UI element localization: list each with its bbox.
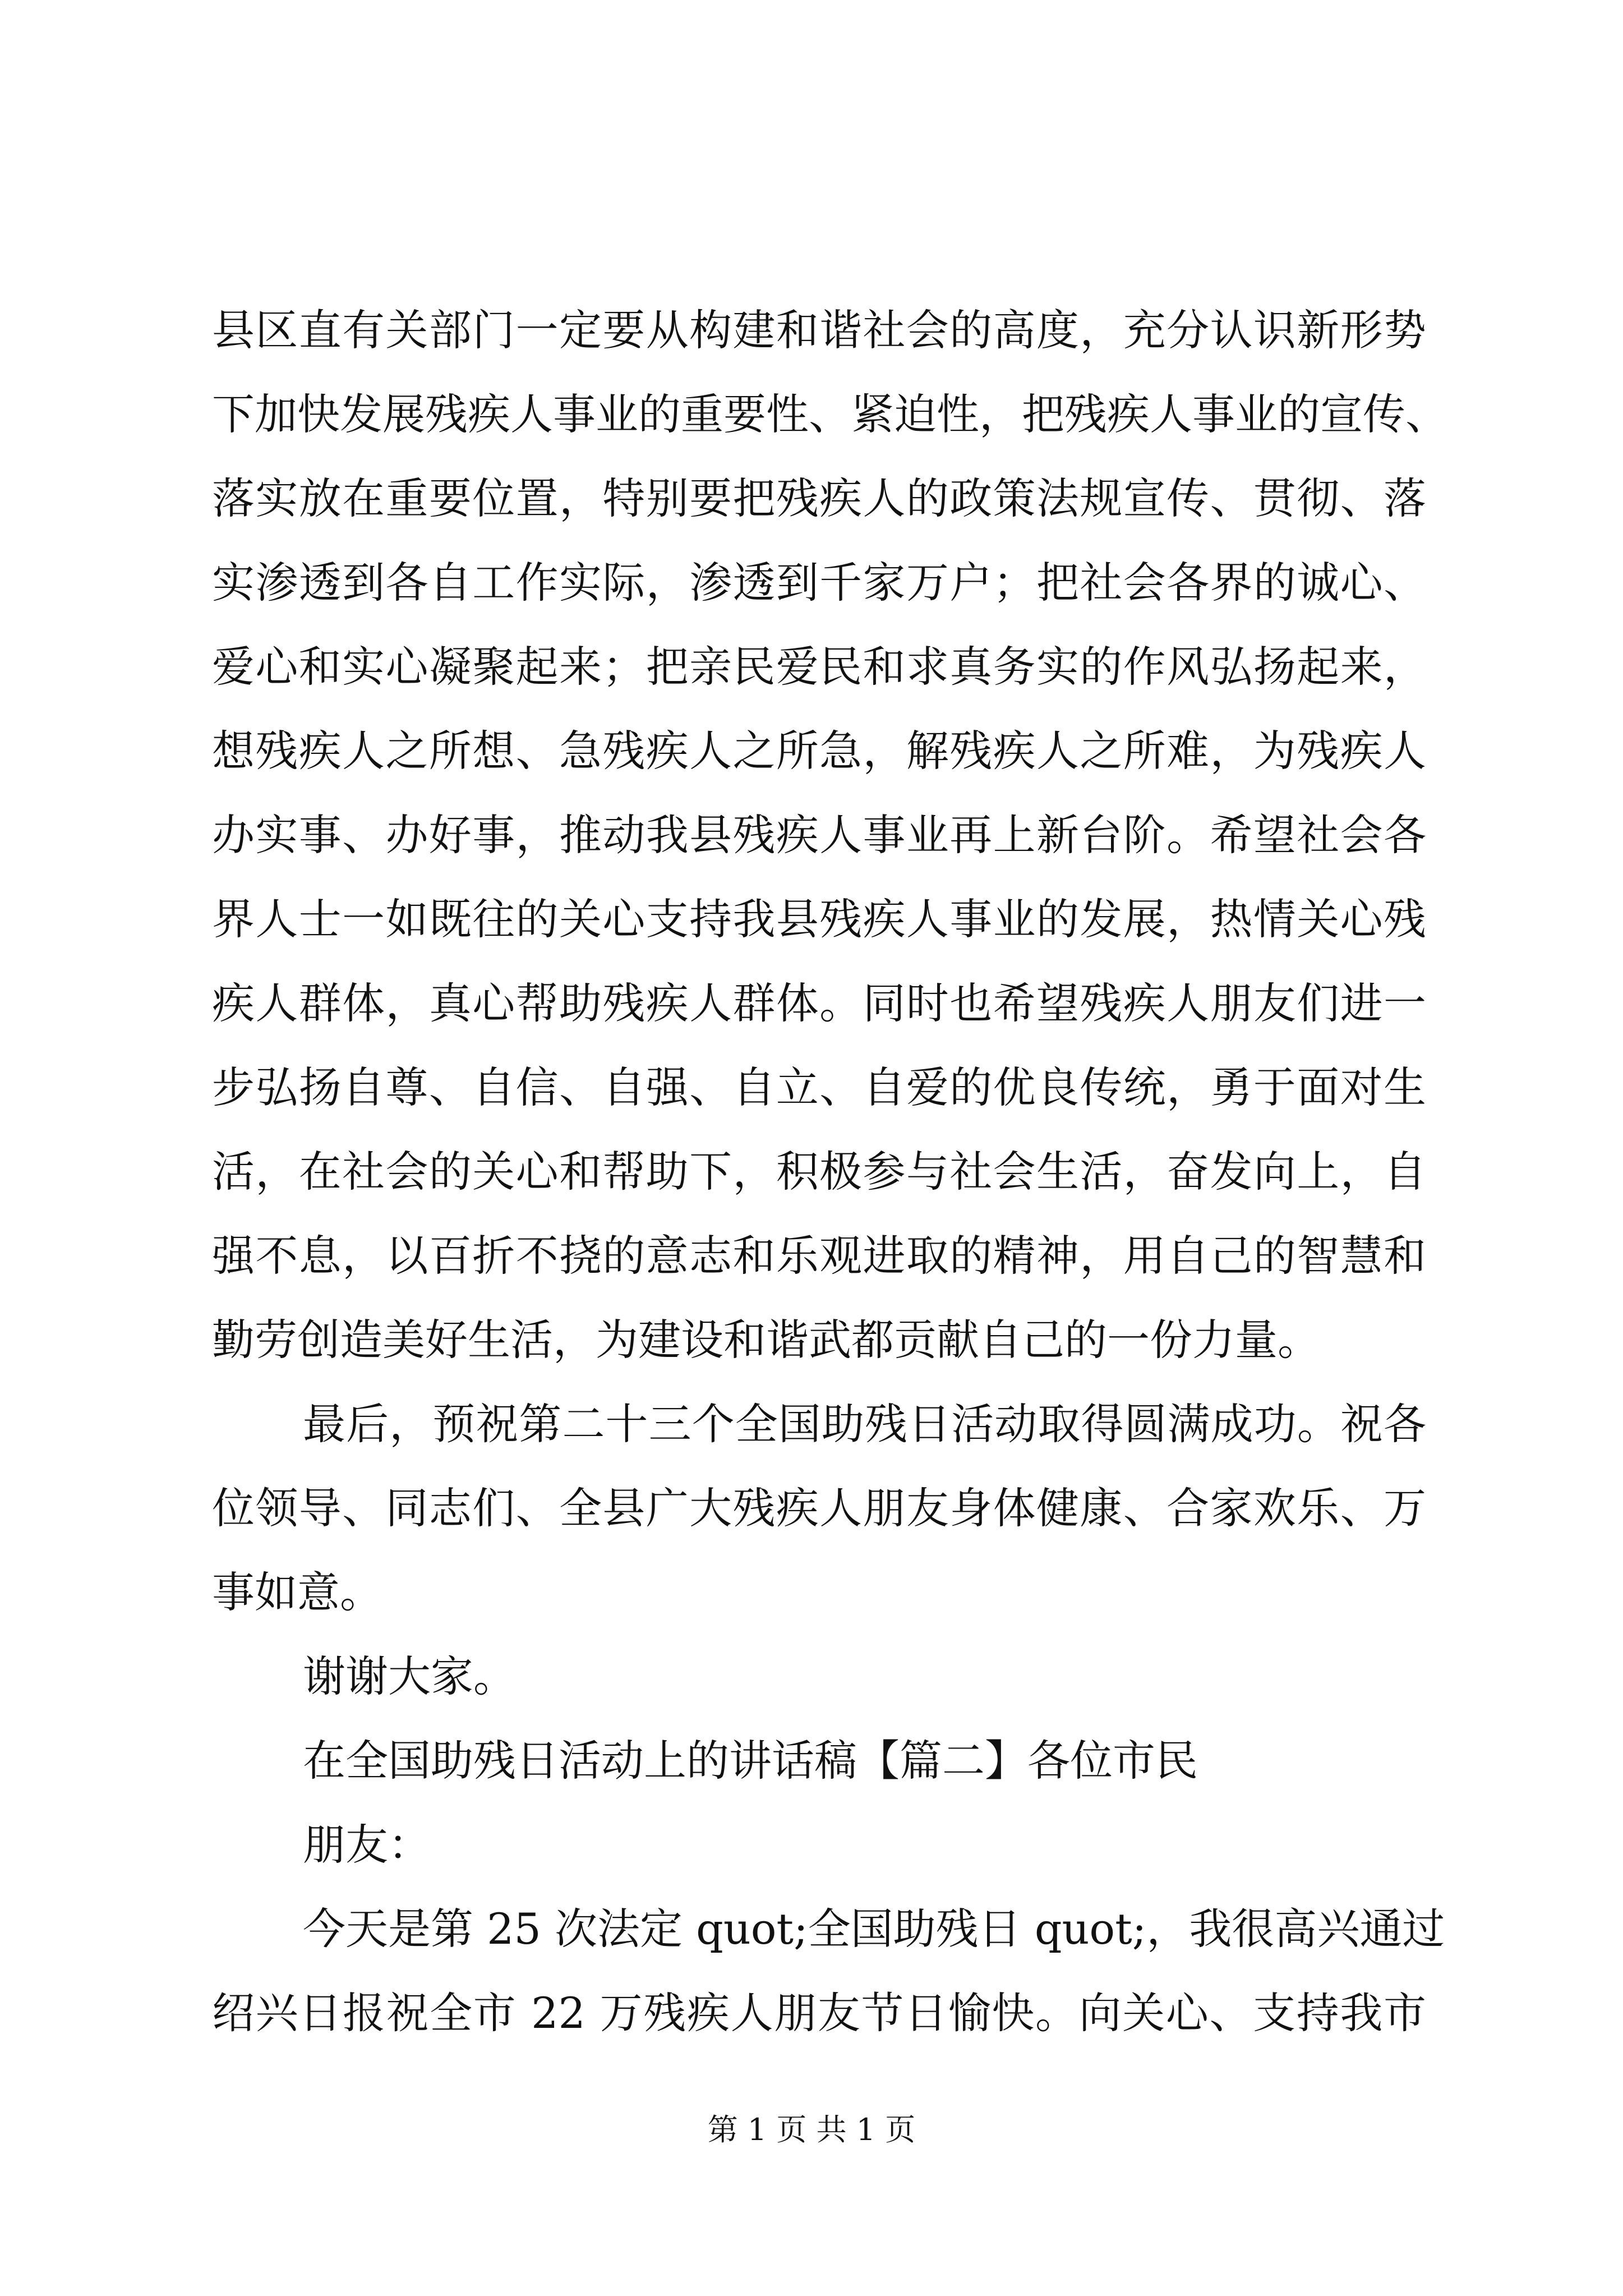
salutation: 朋友： (303, 1820, 431, 1870)
paragraph-line: 想残疾人之所想、急残疾人之所急，解残疾人之所难，为残疾人 (212, 726, 1426, 776)
paragraph-line: 事如意。 (212, 1567, 382, 1617)
paragraph-line: 县区直有关部门一定要从构建和谐社会的高度，充分认识新形势 (212, 305, 1426, 355)
paragraph-line: 勤劳创造美好生活，为建设和谐武都贡献自己的一份力量。 (212, 1315, 1320, 1365)
paragraph-line: 位领导、同志们、全县广大残疾人朋友身体健康、合家欢乐、万 (212, 1483, 1426, 1533)
paragraph-line: 下加快发展残疾人事业的重要性、紧迫性，把残疾人事业的宣传、 (212, 389, 1448, 439)
paragraph-line: 步弘扬自尊、自信、自强、自立、自爱的优良传统，勇于面对生 (212, 1062, 1426, 1112)
paragraph-line: 活，在社会的关心和帮助下，积极参与社会生活，奋发向上，自 (212, 1147, 1426, 1197)
paragraph-line: 落实放在重要位置，特别要把残疾人的政策法规宣传、贯彻、落 (212, 473, 1426, 523)
section-heading: 在全国助残日活动上的讲话稿【篇二】各位市民 (303, 1736, 1198, 1786)
paragraph-line: 最后，预祝第二十三个全国助残日活动取得圆满成功。祝各 (303, 1399, 1426, 1449)
paragraph-line: 今天是第 25 次法定 quot;全国助残日 quot;，我很高兴通过 (303, 1904, 1445, 1954)
paragraph-line: 实渗透到各自工作实际，渗透到千家万户；把社会各界的诚心、 (212, 558, 1426, 608)
paragraph-line: 界人士一如既往的关心支持我县残疾人事业的发展，热情关心残 (212, 894, 1426, 944)
paragraph-line: 绍兴日报祝全市 22 万残疾人朋友节日愉快。向关心、支持我市 (212, 1988, 1426, 2038)
document-body (212, 288, 1448, 2055)
paragraph-line: 谢谢大家。 (303, 1651, 516, 1701)
paragraph-line: 疾人群体，真心帮助残疾人群体。同时也希望残疾人朋友们进一 (212, 978, 1426, 1028)
paragraph-line: 爱心和实心凝聚起来；把亲民爱民和求真务实的作风弘扬起来， (212, 642, 1426, 692)
paragraph-line: 强不息，以百折不挠的意志和乐观进取的精神，用自己的智慧和 (212, 1231, 1426, 1281)
page-footer: 第 1 页 共 1 页 (707, 2112, 916, 2147)
paragraph-line: 办实事、办好事，推动我县残疾人事业再上新台阶。希望社会各 (212, 810, 1426, 860)
